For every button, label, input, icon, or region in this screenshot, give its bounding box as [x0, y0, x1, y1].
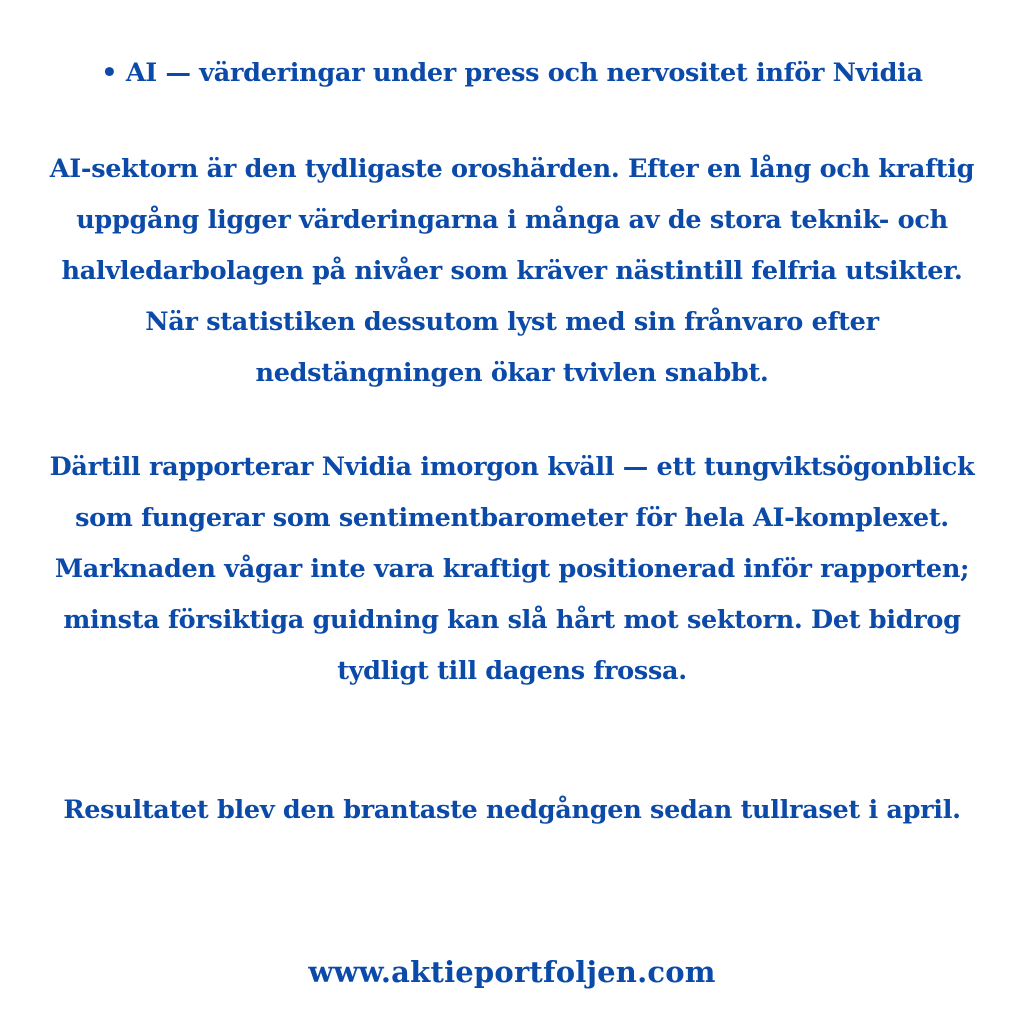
paragraph-ai-sector: AI-sektorn är den tydligaste oroshärden. Efter en lång och kraftig uppgång ligger värderingarna i många av de stora teknik- och halvledarbolagen på nivåer som kräver nästintill felfria utsikter. När statistiken dessutom lyst med sin frånvaro efter nedstängningen ökar tvivlen snabbt.	[49, 154, 975, 388]
paragraph-result: Resultatet blev den brantaste nedgången sedan tullraset i april.	[63, 795, 961, 825]
paragraph-nvidia-report: Därtill rapporterar Nvidia imorgon kväll — ett tungviktsögonblick som fungerar som sentimentbarometer för hela AI-komplexet. Marknaden vågar inte vara kraftigt positionerad inför rapporten; minsta försiktiga guidning kan slå hårt mot sektorn. Det bidrog tydligt till dagens frossa.	[49, 452, 975, 686]
footer-website: www.aktieportfoljen.com	[308, 955, 716, 989]
section-heading: • AI — värderingar under press och nervositet inför Nvidia	[101, 58, 923, 88]
